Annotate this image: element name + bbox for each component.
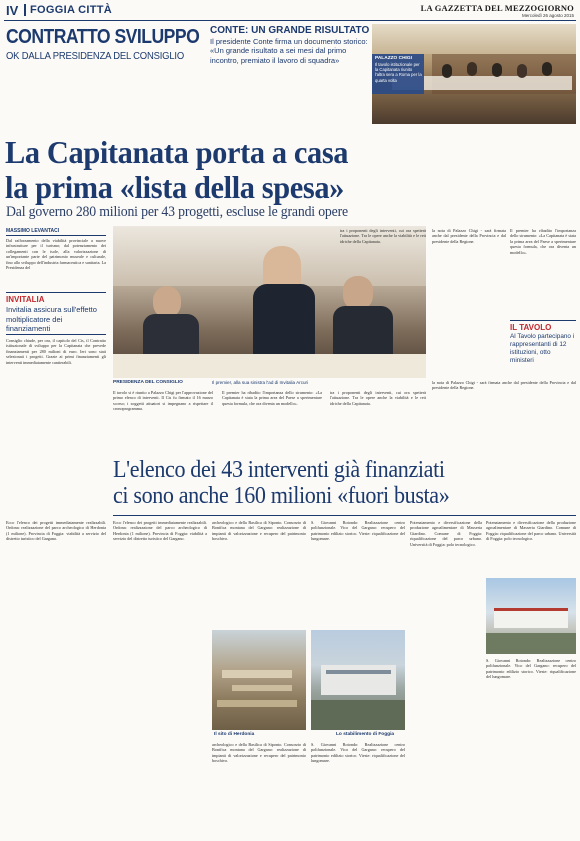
body-column-4: tra i proponenti degli interventi, cui ora spetterà l'attuazione. Tra le opere anche la viabilità e le reti idriche della Capitanata. (340, 228, 426, 244)
top-right-photo (372, 24, 576, 124)
photo-caption-label: PRESIDENZA DEL CONSIGLIO (113, 380, 183, 385)
body-column-3: Il premier ha ribadito l'importanza dello strumento: «La Capitanata è stata la prima area del Paese a sperimentare questa formula, che ora diventa un modello». (222, 390, 322, 406)
body-column-5: la nota di Palazzo Chigi - sarà firmata anche dal presidente della Provincia e dal presidente della Regione. (432, 228, 506, 244)
header-rule (4, 20, 576, 21)
second-headline-rule (113, 515, 576, 516)
tavolo-text: Al Tavolo partecipano i rappresentanti di 12 istituzioni, otto ministeri (510, 333, 575, 364)
herdonia-caption: Il sito di Herdonia (214, 732, 255, 737)
header-divider (24, 4, 26, 16)
foggia-plant-caption: Lo stabilimento di Foggia (336, 732, 395, 737)
second-headline-line2: ci sono anche 160 milioni «fuori busta» (113, 483, 450, 509)
palazzo-caption-label: PALAZZO CHIGI (375, 56, 412, 61)
second-body-3-continued: S. Giovanni Rotondo: Realizzazione centro polifunzionale. Vico del Gargano: recupero del patrimonio edilizio storico. Vieste: riqualificazione del lungomare. (311, 742, 405, 764)
conte-box-text: Il presidente Conte firma un documento storico: «Un grande risultato a sei mesi dal primo incontro, premiato il lavoro di squadra» (210, 37, 368, 65)
photo-caption-text: Il premier, alla sua sinistra l'ad di Invitalia Arcuri (212, 380, 309, 385)
headline-line2: la prima «lista della spesa» (5, 169, 344, 205)
header-date: Mercoledì 26 agosto 2015 (521, 13, 574, 18)
body-column-3c: la nota di Palazzo Chigi - sarà firmata anche dal presidente della Provincia e dal presidente della Regione. (432, 380, 576, 391)
body-column-1-continued: Ecco l'elenco dei progetti immediatamente realizzabili. Ordona: realizzazione del parco archeologico di Herdonia (1 milione). Provincia di Foggia: viabilità a servizio del distretto turistico del Gargano. (6, 520, 106, 542)
second-body-4: Potenziamento e diversificazione della produzione agroalimentare di Masseria Giardino. Comune di Foggia: riqualificazione del parco urbano. Università di Foggia: polo tecnologico. (410, 520, 482, 547)
lead-text: Dal rafforzamento della viabilità provinciale a nuove infrastrutture per il turismo; dal potenziamento dei collegamenti con le isole, alla valorizzazione di un'importante parte del patrimonio museale e culturale, fino allo sviluppo dell'industria farmaceutica e sanitaria. La Presidenza del (6, 238, 106, 271)
right-bottom-text-2: S. Giovanni Rotondo: Realizzazione centro polifunzionale. Vico del Gargano: recupero del patrimonio edilizio storico. Vieste: riqualificazione del lungomare. (486, 658, 576, 680)
tavolo-top-rule (510, 320, 576, 321)
herdonia-photo (212, 630, 306, 730)
body-column-6: Il premier ha ribadito l'importanza dello strumento: «La Capitanata è stata la prima area del Paese a sperimentare questa formula, che ora diventa un modello». (510, 228, 576, 255)
body-column-2: Il tavolo si è riunito a Palazzo Chigi per l'approvazione del primo elenco di interventi. Il Cis fu firmato il 16 marzo scorso; i soggetti attuatori si impegnano a rispettare il cronoprogramma. (113, 390, 213, 412)
kicker-subtitle: OK DALLA PRESIDENZA DEL CONSIGLIO (6, 50, 185, 62)
invitalia-text: Invitalia assicura sull'effetto moltiplicatore dei finanziamenti (6, 305, 97, 333)
conte-box-title: CONTE: UN GRANDE RISULTATO (210, 25, 370, 36)
tavolo-label: IL TAVOLO (510, 323, 552, 332)
palazzo-caption-text: Il tavolo istituzionale per la Capitanata riunito l'altra sera a Roma per la quarta volta (375, 62, 422, 83)
body-column-1: Consiglio chiude, per ora, il capitolo del Cis, il Contratto istituzionale di sviluppo per la Capitanata che prevede finanziamenti per 280 milioni di euro. Ieri sono stati selezionati i progetti. Grazie ai primi finanziamenti gli interventi immediatamente cantierabili. (6, 338, 106, 365)
subheadline: Dal governo 280 milioni per 43 progetti, escluse le grandi opere (6, 204, 348, 220)
headline-line1: La Capitanata porta a casa (5, 134, 349, 170)
right-bottom-text: Potenziamento e diversificazione della produzione agroalimentare di Masseria Giardino. Comune di Foggia: riqualificazione del parco urbano. Università di Foggia: polo tecnologico. (486, 520, 576, 542)
invitalia-rule (6, 292, 106, 293)
invitalia-label: INVITALIA (6, 295, 45, 304)
second-body-1: Ecco l'elenco dei progetti immediatamente realizzabili. Ordona: realizzazione del parco archeologico di Herdonia (1 milione). Provincia di Foggia: viabilità a servizio del distretto turistico del Gargano. (113, 520, 207, 542)
invitalia-bottom-rule (6, 334, 106, 335)
second-body-2-continued: archeologico e della Basilica di Siponto. Consorzio di Bonifica montana del Gargano: realizzazione di impianti di valorizzazione e recupero del patrimonio boschivo. (212, 742, 306, 764)
second-body-3: S. Giovanni Rotondo: Realizzazione centro polifunzionale. Vico del Gargano: recupero del patrimonio edilizio storico. Vieste: riqualificazione del lungomare. (311, 520, 405, 542)
masthead: LA GAZZETTA DEL MEZZOGIORNO (420, 3, 574, 13)
author-byline: MASSIMO LEVANTACI (6, 228, 60, 234)
second-body-2: archeologico e della Basilica di Siponto. Consorzio di Bonifica montana del Gargano: realizzazione di impianti di valorizzazione e recupero del patrimonio boschivo. (212, 520, 306, 542)
second-headline-line1: L'elenco dei 43 interventi già finanziati (113, 457, 445, 483)
foggia-plant-photo (311, 630, 405, 730)
right-bottom-photo (486, 578, 576, 654)
body-column-3b: tra i proponenti degli interventi, cui ora spetterà l'attuazione. Tra le opere anche la viabilità e le reti idriche della Capitanata. (330, 390, 426, 406)
kicker-title: CONTRATTO SVILUPPO (6, 26, 200, 48)
author-rule (6, 235, 106, 236)
page-number: IV (6, 3, 19, 18)
section-title: FOGGIA CITTÀ (30, 4, 113, 16)
